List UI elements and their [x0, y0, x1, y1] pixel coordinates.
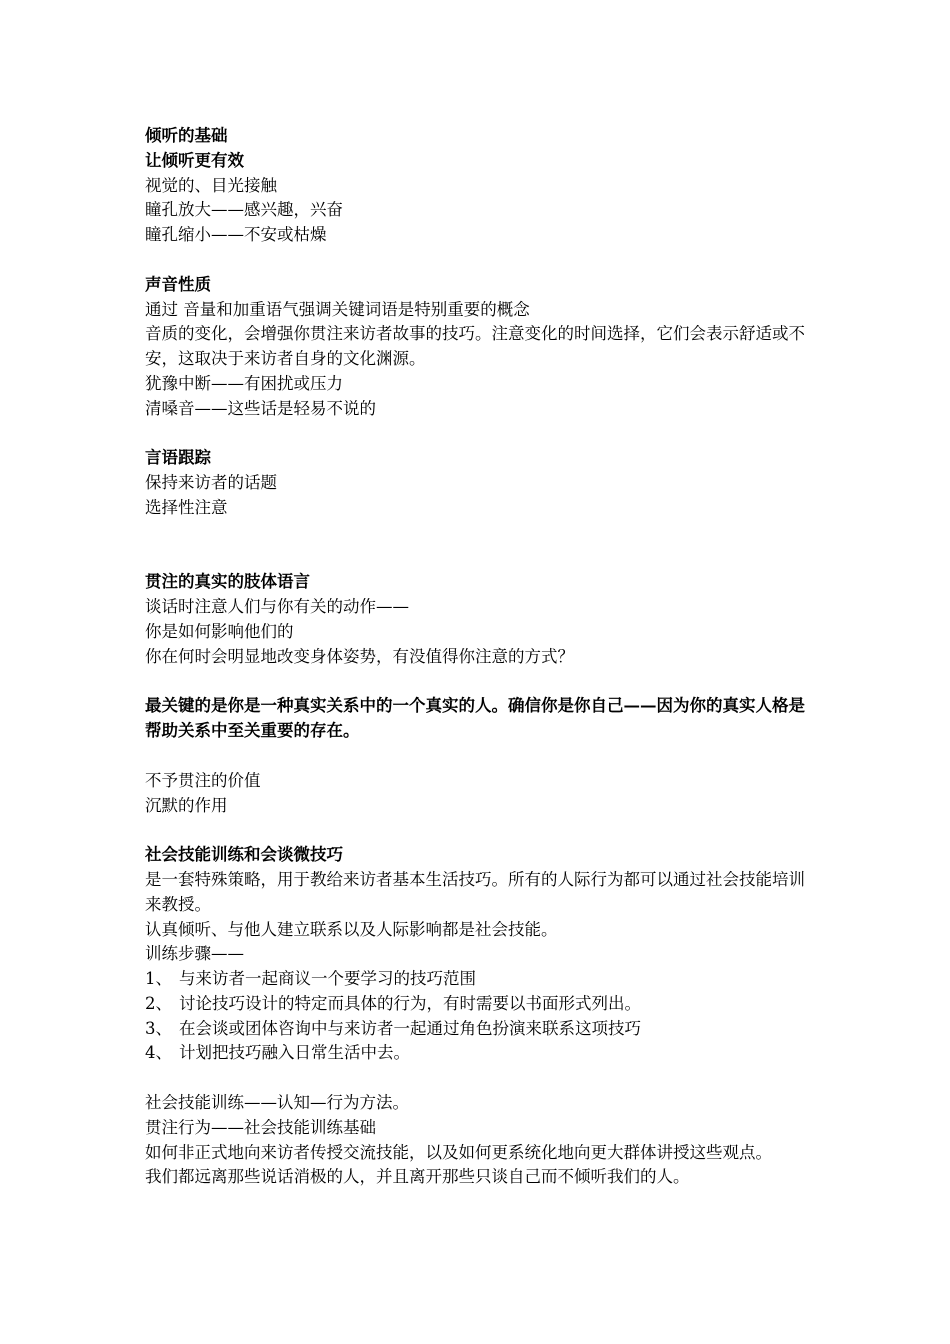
- list-item: [145, 992, 810, 1017]
- body-line: 谈话时注意人们与你有关的动作——: [145, 597, 409, 617]
- body-line: 瞳孔放大——感兴趣，兴奋: [145, 200, 343, 220]
- section-subheading-effective-listening: 让倾听更有效: [145, 150, 244, 170]
- body-line: 你在何时会明显地改变身体姿势，有没值得你注意的方式？: [145, 646, 574, 666]
- list-number: 2、: [145, 993, 172, 1013]
- blank-line: [145, 670, 810, 695]
- body-line: 沉默的作用: [145, 795, 228, 815]
- list-item: [145, 967, 810, 992]
- list-number: 4、: [145, 1043, 172, 1063]
- list-item-text: 计划把技巧融入日常生活中去。: [179, 1043, 410, 1063]
- body-paragraph: 是一套特殊策略，用于教给来访者基本生活技巧。所有的人际行为都可以通过社会技能培训来教授。: [145, 869, 805, 914]
- body-paragraph: 音质的变化，会增强你贯注来访者故事的技巧。注意变化的时间选择，它们会表示舒适或不安，这取决于来访者自身的文化渊源。: [145, 324, 805, 369]
- section-heading-social-skills: 社会技能训练和会谈微技巧: [145, 845, 343, 865]
- list-number: 1、: [145, 969, 172, 989]
- blank-line: [145, 1066, 810, 1091]
- list-item-text: 在会谈或团体咨询中与来访者一起通过角色扮演来联系这项技巧: [179, 1018, 641, 1038]
- list-item-text: 讨论技巧设计的特定而具体的行为，有时需要以书面形式列出。: [179, 993, 641, 1013]
- section-heading-body-language: 贯注的真实的肢体语言: [145, 572, 310, 592]
- body-line: 选择性注意: [145, 497, 228, 517]
- document-page: [145, 124, 810, 1190]
- blank-line: [145, 744, 810, 769]
- body-line: 瞳孔缩小——不安或枯燥: [145, 225, 327, 245]
- body-line: 保持来访者的话题: [145, 473, 277, 493]
- body-line: 通过 音量和加重语气强调关键词语是特别重要的概念: [145, 299, 530, 319]
- body-line: 我们都远离那些说话消极的人，并且离开那些只谈自己而不倾听我们的人。: [145, 1167, 690, 1187]
- blank-lines: [145, 521, 810, 571]
- blank-line: [145, 818, 810, 843]
- section-heading-verbal-tracking: 言语跟踪: [145, 448, 211, 468]
- body-line: 认真倾听、与他人建立联系以及人际影响都是社会技能。: [145, 919, 558, 939]
- key-emphasis-paragraph: 最关键的是你是一种真实关系中的一个真实的人。确信你是你自己——因为你的真实人格是帮助关系中至关重要的存在。: [145, 696, 805, 741]
- body-line: 社会技能训练——认知—行为方法。: [145, 1093, 409, 1113]
- blank-line: [145, 422, 810, 447]
- section-heading-voice-quality: 声音性质: [145, 274, 211, 294]
- body-paragraph: 如何非正式地向来访者传授交流技能，以及如何更系统化地向更大群体讲授这些观点。: [145, 1142, 772, 1162]
- body-line: 贯注行为——社会技能训练基础: [145, 1117, 376, 1137]
- body-line: 清嗓音——这些话是轻易不说的: [145, 398, 376, 418]
- section-heading-listening-basics: 倾听的基础: [145, 126, 228, 145]
- body-line: 你是如何影响他们的: [145, 621, 294, 641]
- body-line: 不予贯注的价值: [145, 770, 261, 790]
- body-line: 视觉的、目光接触: [145, 175, 277, 195]
- list-item-text: 与来访者一起商议一个要学习的技巧范围: [179, 969, 476, 989]
- list-number: 3、: [145, 1018, 172, 1038]
- list-item: [145, 1041, 810, 1066]
- body-line: 犹豫中断——有困扰或压力: [145, 373, 343, 393]
- list-item: [145, 1017, 810, 1042]
- body-line: 训练步骤——: [145, 944, 244, 964]
- blank-line: [145, 248, 810, 273]
